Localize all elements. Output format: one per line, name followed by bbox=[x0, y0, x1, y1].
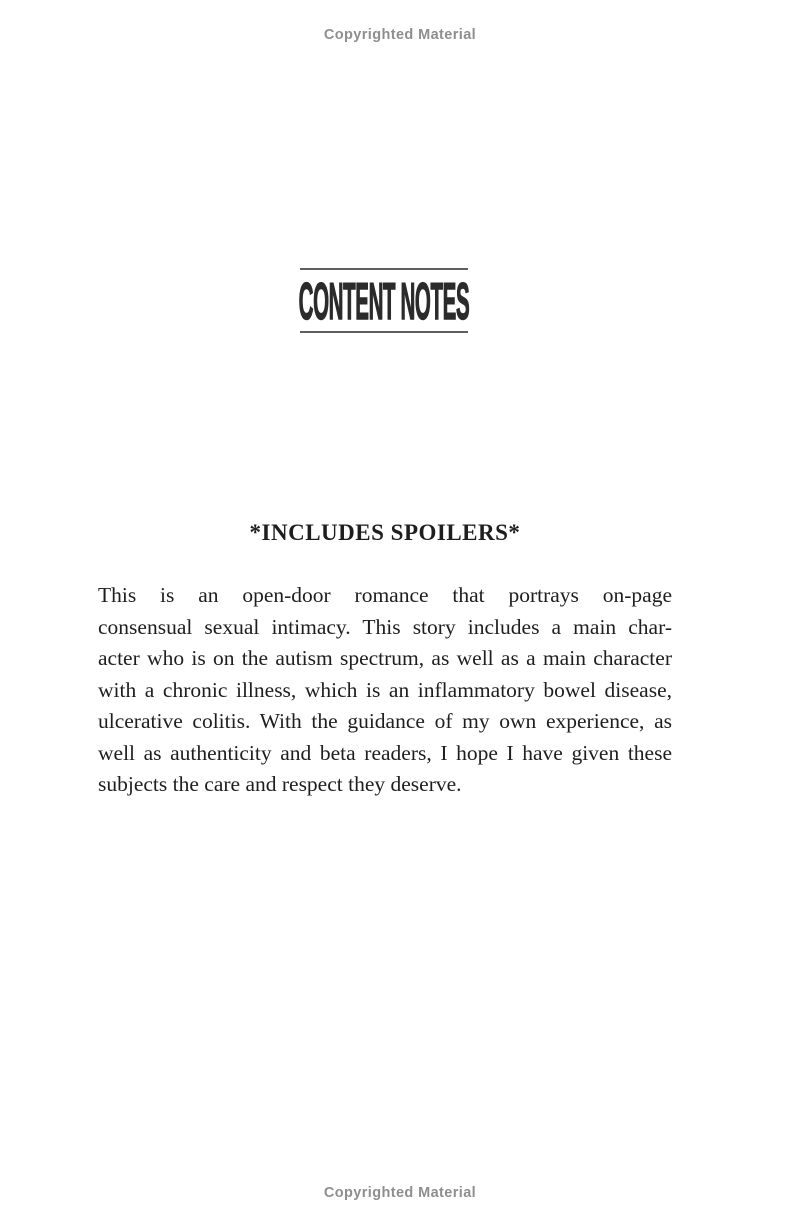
paragraph-line: subjects the care and respect they deserve. bbox=[98, 772, 462, 796]
paragraph-line: acter who is on the autism spectrum, as well as a main character bbox=[98, 646, 672, 670]
copyright-notice-top: Copyrighted Material bbox=[323, 27, 477, 43]
content-paragraph bbox=[98, 580, 672, 801]
title-rule-bottom bbox=[300, 331, 468, 333]
page-title: CONTENT NOTES bbox=[298, 273, 470, 331]
title-row bbox=[298, 273, 470, 331]
paragraph-line: consensual sexual intimacy. This story includes a main char- bbox=[98, 614, 672, 639]
spoiler-warning: *INCLUDES SPOILERS* bbox=[249, 520, 521, 545]
copyright-notice-bottom: Copyrighted Material bbox=[323, 1185, 477, 1201]
paragraph-line: This is an open-door romance that portrays on-page bbox=[98, 583, 672, 607]
title-rule-top bbox=[300, 268, 468, 270]
paragraph-line: with a chronic illness, which is an inflammatory bowel disease, bbox=[98, 677, 672, 702]
paragraph-line: ulcerative colitis. With the guidance of my own experience, as bbox=[98, 709, 672, 733]
paragraph-line: well as authenticity and beta readers, I hope I have given these bbox=[98, 740, 672, 765]
